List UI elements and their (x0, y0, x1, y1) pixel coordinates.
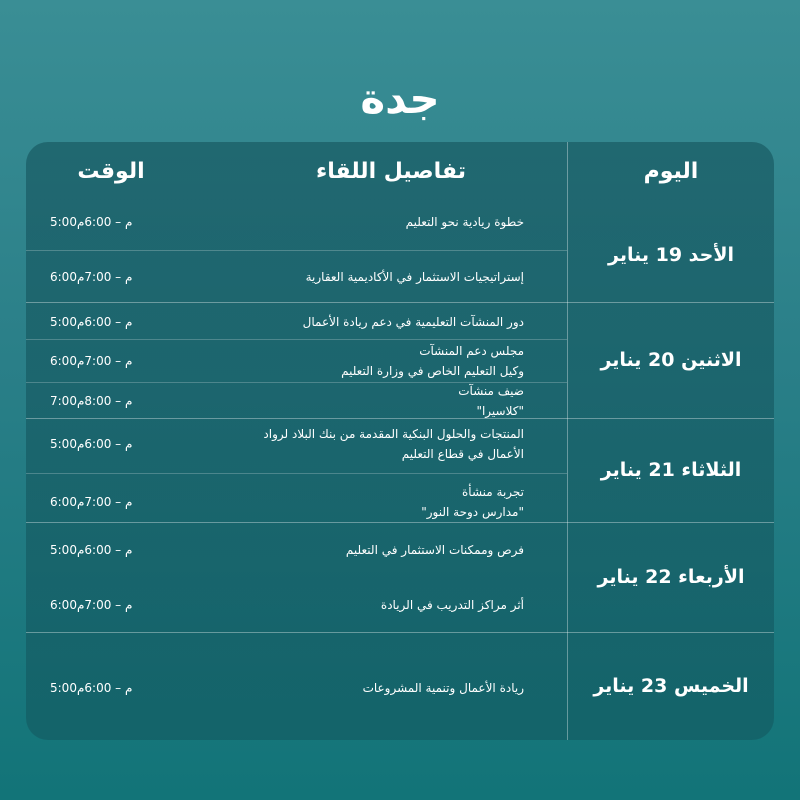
session-line: وكيل التعليم الخاص في وزارة التعليم (341, 364, 524, 378)
day-label: الاثنين 20 يناير (600, 349, 742, 371)
day-label: الأربعاء 22 يناير (597, 566, 745, 588)
session-time: 5:00م – 6:00م (50, 681, 133, 695)
session-separator (26, 250, 567, 251)
session-details (224, 312, 524, 332)
day-label: الأحد 19 يناير (608, 243, 734, 266)
header-details: تفاصيل اللقاء (315, 159, 466, 184)
session-line: فرص وممكنات الاستثمار في التعليم (345, 543, 524, 557)
session-time: 5:00م – 6:00م (50, 315, 133, 329)
session-line: "كلاسيرا" (476, 404, 524, 418)
session-line: الأعمال في قطاع التعليم (401, 447, 524, 461)
session-time: 5:00م – 6:00م (50, 215, 133, 229)
session-line: أثر مراكز التدريب في الريادة (380, 598, 524, 612)
session-line: ضيف منشآت (458, 384, 524, 398)
session-time: 6:00م – 7:00م (50, 354, 133, 368)
day-separator (26, 302, 774, 303)
session-separator (26, 339, 567, 340)
column-divider (567, 142, 568, 740)
session-line: تجربة منشأة (462, 485, 524, 499)
session-time: 6:00م – 7:00م (50, 495, 133, 509)
schedule-table (26, 142, 774, 740)
session-details (224, 482, 524, 522)
session-time: 6:00م – 7:00م (50, 270, 133, 284)
session-line: دور المنشآت التعليمية في دعم ريادة الأعمال (302, 315, 524, 329)
day-separator (26, 522, 774, 523)
session-details (224, 381, 524, 421)
header-day: اليوم (643, 159, 699, 184)
session-line: ريادة الأعمال وتنمية المشروعات (362, 681, 524, 695)
session-time: 7:00م – 8:00م (50, 394, 133, 408)
header-time: الوقت (77, 159, 145, 184)
session-time: 5:00م – 6:00م (50, 437, 133, 451)
session-line: "مدارس دوحة النور" (421, 505, 524, 519)
day-separator (26, 632, 774, 633)
day-label: الخميس 23 يناير (593, 675, 749, 697)
session-details (224, 212, 524, 232)
session-time: 5:00م – 6:00م (50, 543, 133, 557)
session-line: المنتجات والحلول البنكية المقدمة من بنك البلاد لرواد (263, 427, 524, 441)
session-details (224, 595, 524, 615)
session-line: مجلس دعم المنشآت (419, 344, 524, 358)
session-time: 6:00م – 7:00م (50, 598, 133, 612)
session-line: خطوة ريادية نحو التعليم (405, 215, 524, 229)
page-title: جدة (360, 74, 440, 123)
session-details (224, 341, 524, 381)
session-details (224, 678, 524, 698)
session-details (224, 267, 524, 287)
day-label: الثلاثاء 21 يناير (600, 459, 742, 481)
session-details (224, 540, 524, 560)
day-separator (26, 418, 774, 419)
session-details (224, 424, 524, 464)
session-line: إستراتيجيات الاستثمار في الأكاديمية العقارية (305, 270, 524, 284)
session-separator (26, 473, 567, 474)
